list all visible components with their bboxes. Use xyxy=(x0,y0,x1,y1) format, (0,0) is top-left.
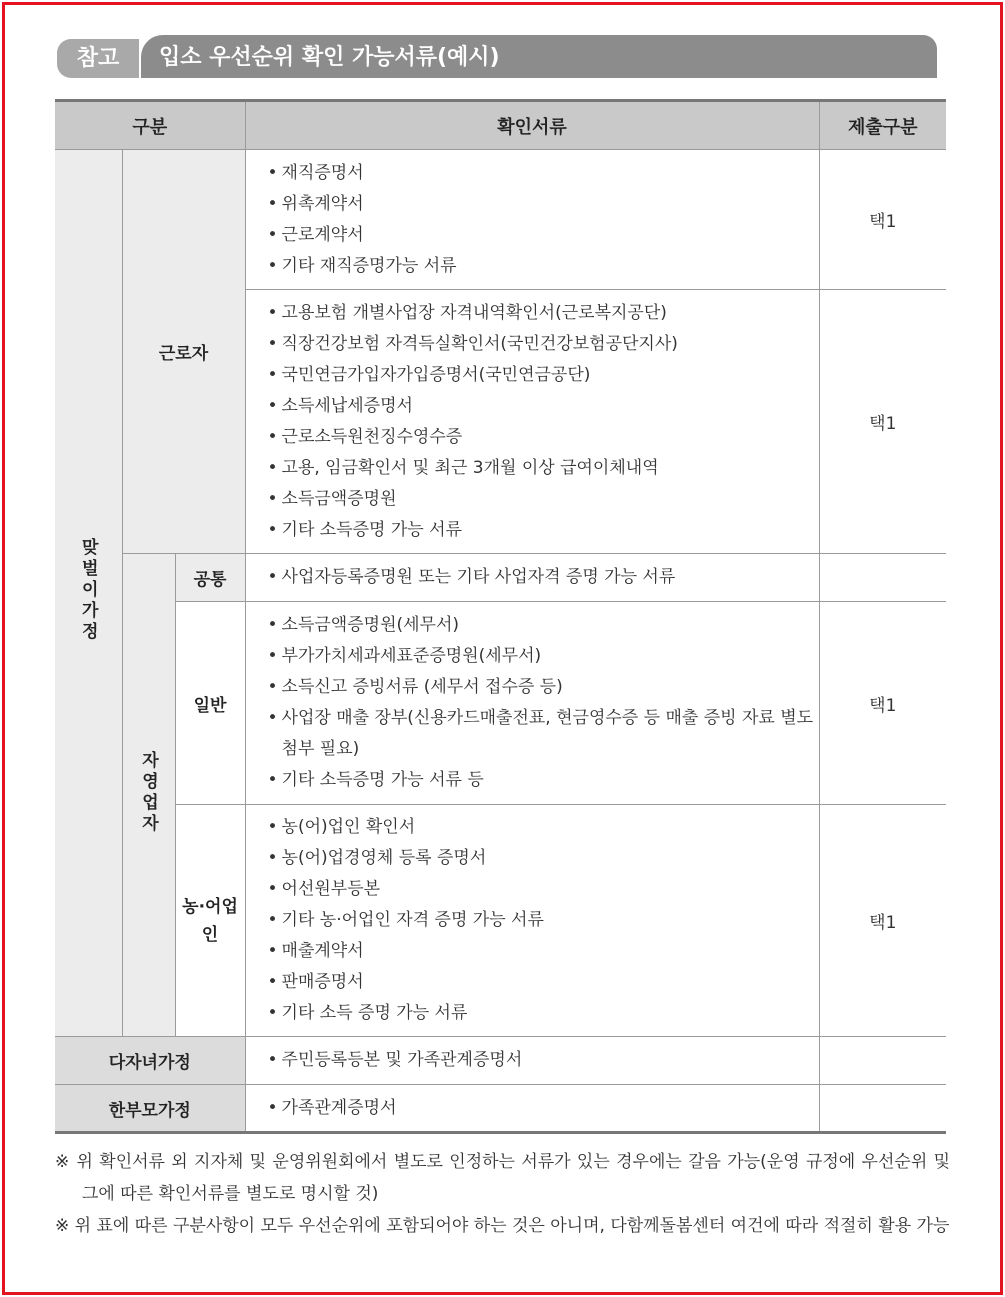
submission-cell xyxy=(819,554,946,602)
list-item: • 기타 재직증명가능 서류 xyxy=(268,251,819,282)
document-list xyxy=(268,812,819,1029)
document-list xyxy=(268,158,819,282)
footnote: ※ 위 확인서류 외 지자체 및 운영위원회에서 별도로 인정하는 서류가 있는 경우에는 갈음 가능(운영 규정에 우선순위 및 그에 따른 확인서류를 별도로 명시할 것) xyxy=(55,1152,950,1204)
section-title: 입소 우선순위 확인 가능서류(예시) xyxy=(141,35,937,78)
list-item: • 농(어)업경영체 등록 증명서 xyxy=(268,843,819,874)
docs-cell xyxy=(245,602,819,805)
section-title-bar xyxy=(57,35,937,78)
table-header-row xyxy=(55,101,946,150)
table-row xyxy=(55,602,946,805)
list-item: • 재직증명서 xyxy=(268,158,819,189)
list-item: • 소득금액증명원(세무서) xyxy=(268,610,819,641)
list-item: • 위촉계약서 xyxy=(268,189,819,220)
list-item: • 기타 소득증명 가능 서류 등 xyxy=(268,765,819,796)
list-item: • 소득금액증명원 xyxy=(268,484,819,515)
document-list xyxy=(268,1093,819,1124)
table-row xyxy=(55,805,946,1037)
table-row xyxy=(55,554,946,602)
list-item: • 기타 농·어업인 자격 증명 가능 서류 xyxy=(268,905,819,936)
footnotes xyxy=(55,1146,950,1242)
document-list xyxy=(268,562,819,593)
list-item: • 어선원부등본 xyxy=(268,874,819,905)
list-item: • 소득신고 증빙서류 (세무서 접수증 등) xyxy=(268,672,819,703)
list-item: • 소득세납세증명서 xyxy=(268,391,819,422)
documents-table xyxy=(55,99,946,1134)
list-item: • 농(어)업인 확인서 xyxy=(268,812,819,843)
table-row xyxy=(55,1085,946,1133)
table-row xyxy=(55,150,946,290)
docs-cell xyxy=(245,1085,819,1133)
list-item: • 국민연금가입자가입증명서(국민연금공단) xyxy=(268,360,819,391)
docs-cell xyxy=(245,290,819,554)
submission-cell xyxy=(819,1085,946,1133)
header-documents: 확인서류 xyxy=(245,101,819,150)
document-list xyxy=(268,1045,819,1076)
submission-cell: 택1 xyxy=(819,805,946,1037)
submission-cell xyxy=(819,1037,946,1085)
footnote: ※ 위 표에 따른 구분사항이 모두 우선순위에 포함되어야 하는 것은 아니며, 다함께돌봄센터 여건에 따라 적절히 활용 가능 xyxy=(55,1216,950,1236)
list-item: • 고용보험 개별사업장 자격내역확인서(근로복지공단) xyxy=(268,298,819,329)
category-single-parent: 한부모가정 xyxy=(55,1085,245,1133)
reference-tag: 참고 xyxy=(57,39,139,78)
category-multi-child: 다자녀가정 xyxy=(55,1037,245,1085)
list-item: • 고용, 임금확인서 및 최근 3개월 이상 급여이체내역 xyxy=(268,453,819,484)
category-farmer: 농·어업인 xyxy=(175,805,245,1037)
docs-cell xyxy=(245,805,819,1037)
docs-cell xyxy=(245,150,819,290)
submission-cell: 택1 xyxy=(819,290,946,554)
category-worker: 근로자 xyxy=(122,150,245,554)
category-common: 공통 xyxy=(175,554,245,602)
category-dual-income: 맞벌이가정 xyxy=(55,150,122,1037)
category-self-employed: 자영업자 xyxy=(122,554,175,1037)
category-general: 일반 xyxy=(175,602,245,805)
header-category: 구분 xyxy=(55,101,245,150)
list-item: • 기타 소득증명 가능 서류 xyxy=(268,515,819,546)
list-item: • 매출계약서 xyxy=(268,936,819,967)
list-item: • 가족관계증명서 xyxy=(268,1093,819,1124)
list-item: • 사업자등록증명원 또는 기타 사업자격 증명 가능 서류 xyxy=(268,562,819,593)
list-item: • 주민등록등본 및 가족관계증명서 xyxy=(268,1045,819,1076)
submission-cell: 택1 xyxy=(819,602,946,805)
list-item: • 부가가치세과세표준증명원(세무서) xyxy=(268,641,819,672)
list-item: • 근로소득원천징수영수증 xyxy=(268,422,819,453)
table-row xyxy=(55,1037,946,1085)
header-submission: 제출구분 xyxy=(819,101,946,150)
document-list xyxy=(268,610,819,796)
list-item: • 사업장 매출 장부(신용카드매출전표, 현금영수증 등 매출 증빙 자료 별도 첨부 필요) xyxy=(268,703,819,765)
submission-cell: 택1 xyxy=(819,150,946,290)
list-item: • 기타 소득 증명 가능 서류 xyxy=(268,998,819,1029)
docs-cell xyxy=(245,554,819,602)
list-item: • 판매증명서 xyxy=(268,967,819,998)
list-item: • 근로계약서 xyxy=(268,220,819,251)
list-item: • 직장건강보험 자격득실확인서(국민건강보험공단지사) xyxy=(268,329,819,360)
document-list xyxy=(268,298,819,546)
docs-cell xyxy=(245,1037,819,1085)
